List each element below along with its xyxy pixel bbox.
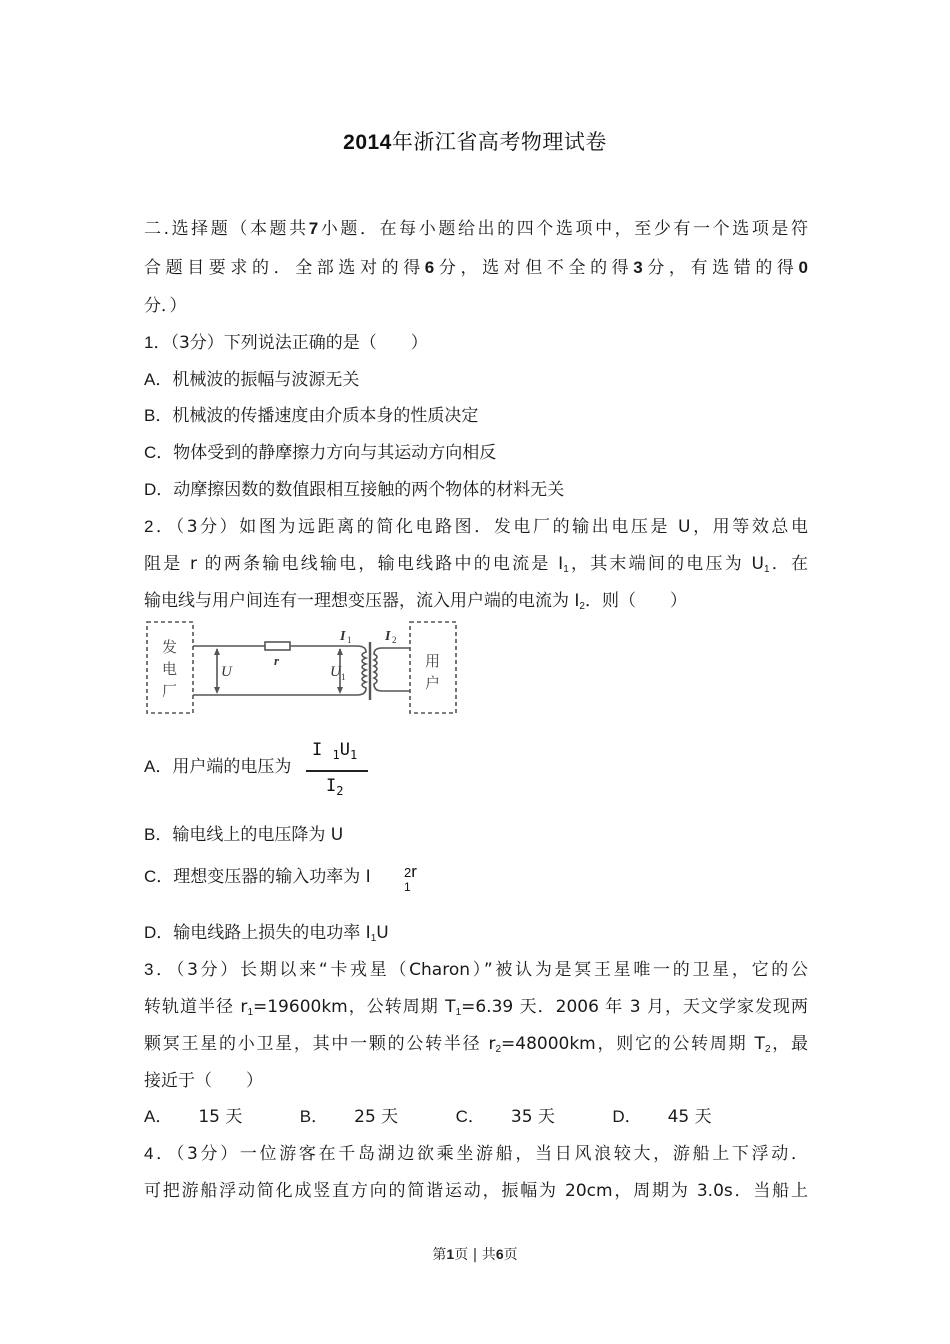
question-number: 4． (144, 1144, 176, 1163)
question-2-option-b: B．输电线上的电压降为 U (144, 825, 344, 845)
fraction-denominator: $I_2$ (326, 776, 344, 798)
total-pages-number: 6 (495, 1246, 504, 1262)
question-1-option-b: B．机械波的传播速度由介质本身的性质决定 (144, 406, 479, 426)
svg-text:用: 用 (425, 652, 441, 670)
question-3-stem-line-3: 颗冥王星的小卫星，其中一颗的公转半径 $r_2=48000km$，则它的公转周期 $T_2$，最 (144, 1034, 808, 1055)
svg-text:电: 电 (162, 660, 178, 678)
circuit-diagram (144, 618, 464, 718)
question-number: 3． (144, 960, 176, 979)
question-2-option-a: A．用户端的电压为 (144, 757, 292, 777)
question-2-stem-line-1: 2．（3分）如图为远距离的简化电路图．发电厂的输出电压是 U，用等效总电 (144, 517, 808, 537)
page-title (0, 126, 950, 156)
question-3-option-d: D． 45 天 (612, 1107, 712, 1127)
question-2-stem-line-2: 阻是 r 的两条输电线输电，输电线路中的电流是 $I_1$，其末端间的电压为 $U_1$．在 (144, 554, 808, 575)
question-number: 1． (144, 333, 171, 352)
question-3-stem-line-1: 3．（3分）长期以来“卡戎星（Charon）”被认为是冥王星唯一的卫星，它的公 (144, 960, 808, 980)
title-text: 年浙江省高考物理试卷 (391, 130, 607, 154)
question-4-stem-line-2: 可把游船浮动简化成竖直方向的简谐运动，振幅为 20cm，周期为 3.0s．当船上 (144, 1181, 808, 1201)
resistor-symbol (265, 642, 290, 650)
svg-text:厂: 厂 (162, 682, 178, 700)
question-2-option-d: D．输电线路上损失的电功率 $I_1U$ (144, 923, 389, 944)
question-3-option-b: B． 25 天 (299, 1107, 399, 1127)
fraction-numerator: I $_1U_1$ (312, 740, 358, 762)
fraction-bar (306, 770, 368, 772)
question-number: 2． (144, 517, 176, 536)
question-3-options (144, 1102, 764, 1127)
section-instructions-line-2: 合题目要求的．全部选对的得6分，选对但不全的得3分，有选错的得0 (144, 258, 809, 278)
question-2-stem-line-3: 输电线与用户间连有一理想变压器，流入用户端的电流为 $I_2$．则（ ） (144, 591, 687, 612)
question-3-option-a: A． 15 天 (144, 1107, 243, 1127)
title-year: 2014 (343, 131, 392, 154)
svg-text:1: 1 (347, 635, 352, 645)
page-footer: 第1页 | 共6页 (432, 1246, 518, 1263)
question-1-option-c: C．物体受到的静摩擦力方向与其运动方向相反 (144, 443, 497, 463)
circuit-diagram-svg (144, 618, 464, 718)
voltage-fraction-formula (306, 740, 370, 802)
svg-text:发: 发 (162, 638, 178, 656)
svg-text:r: r (274, 653, 280, 668)
svg-text:U: U (221, 664, 232, 680)
svg-text:1: 1 (341, 672, 346, 682)
section-instructions-line-1: 二.选择题（本题共7小题．在每小题给出的四个选项中，至少有一个选项是符 (144, 219, 808, 239)
question-3-stem-line-2: 转轨道半径 $r_1=19600km$，公转周期 $T_1=6.39$ 天．2006 年 3 月，天文学家发现两 (144, 997, 808, 1018)
svg-text:I: I (340, 629, 346, 644)
svg-text:U: U (330, 664, 341, 680)
exam-page: 2014年浙江省高考物理试卷 二.选择题（本题共7小题．在每小题给出的四个选项中，至少有一个选项是符 合题目要求的．全部选对的得6分，选对但不全的得3分，有选错的得0 分．） 1．（3分）下列说法正确的是（ ） A．机械波的振幅与波源无关 B．机械波的传播速度由介质本身的性质决定 C．物体受到的静摩擦力方向与其运动方向相反 D．动摩擦因数的数值跟相互接触的两个物体的材料无关 2．（3分）如图为远距离的简化电路图．发电厂的输出电压是 U，用等效总电 阻是 r 的两条输电线输电，输电线路中的电流是 $I_1$，其末端间的电压为 $U_1$．在 输电线与用户间连有一理想变压器，流入用户端的电流为 $I_2$．则（ ） U r U 1 I 1 I 2 发 电 厂 用 户 A．用户端的电压为 I $_1U_1$ $I_2$ B．输电线上的电压降为 U C．理想变压器的输入功率为 I 2r 1 D．输电线路上损失的电功率 $I_1U$ 3．（3分）长期以来“卡戎星（Charon）”被认为是冥王星唯一的卫星，它的公 转轨道半径 $r_1=19600km$，公转周期 $T_1=6.39$ 天．2006 年 3 月，天文学家发现两 颗冥王星的小卫星，其中一颗的公转半径 $r_2=48000km$，则它的公转周期 $T_2$，最 接近于（ ） A． 15 天 B． 25 天 C． 35 天 D． 45 天 4．（3分）一位游客在千岛湖边欲乘坐游船，当日风浪较大，游船上下浮动． 可把游船浮动简化成竖直方向的简谐运动，振幅为 20cm，周期为 3.0s．当船上 第1页 | 共6页 (0, 0, 950, 1344)
svg-text:I: I (385, 629, 391, 644)
question-1-stem: 1．（3分）下列说法正确的是（ ） (144, 333, 428, 353)
svg-text:户: 户 (425, 674, 441, 692)
svg-text:2: 2 (392, 635, 397, 645)
question-1-option-d: D．动摩擦因数的数值跟相互接触的两个物体的材料无关 (144, 480, 565, 500)
question-2-option-c: C．理想变压器的输入功率为 I (144, 867, 371, 887)
current-page-number: 1 (446, 1246, 455, 1262)
question-3-stem-line-4: 接近于（ ） (144, 1071, 263, 1091)
section-instructions-line-3: 分．） (144, 296, 187, 316)
question-4-stem-line-1: 4．（3分）一位游客在千岛湖边欲乘坐游船，当日风浪较大，游船上下浮动． (144, 1144, 808, 1164)
question-1-option-a: A．机械波的振幅与波源无关 (144, 370, 360, 390)
question-3-option-c: C． 35 天 (455, 1107, 555, 1127)
